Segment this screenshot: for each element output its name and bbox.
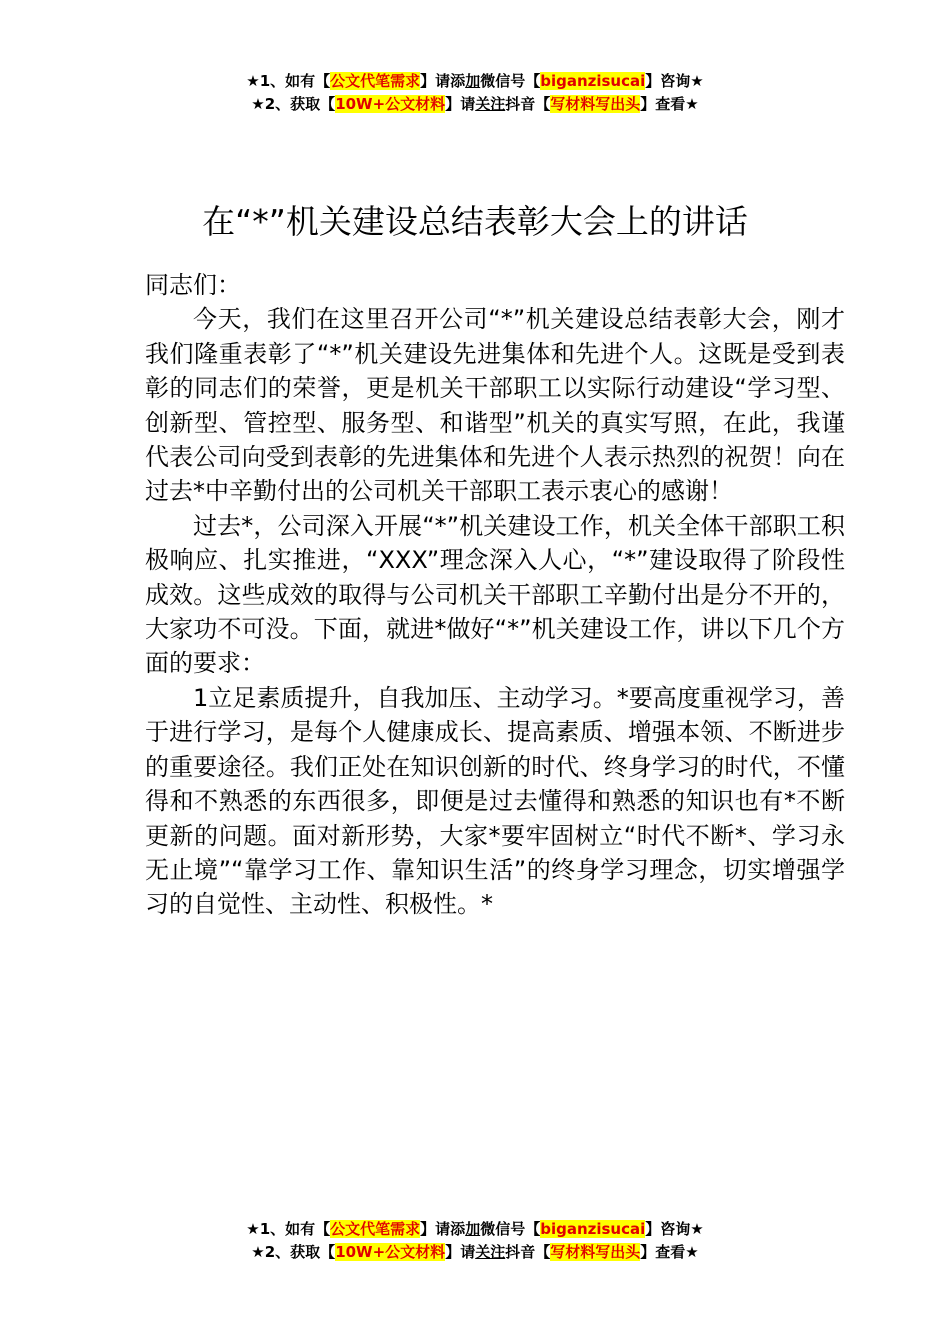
- document-title: 在“*”机关建设总结表彰大会上的讲话: [202, 202, 748, 242]
- banner-highlight: biganzisucai: [540, 1220, 646, 1238]
- banner-underline: 关注: [475, 1243, 506, 1261]
- banner-text: ★2、获取【: [251, 1243, 336, 1261]
- banner-text: ★1、如有【: [246, 1220, 331, 1238]
- banner-text: 】咨询★: [645, 1220, 704, 1238]
- banner-text: 】咨询★: [645, 72, 704, 90]
- banner-text: 】请添: [420, 72, 466, 90]
- banner-text: 】请: [445, 1243, 476, 1261]
- banner-text: 】请添: [420, 1220, 466, 1238]
- banner-line-1: [0, 1218, 950, 1241]
- document-body: [145, 268, 845, 922]
- banner-text: 抖音【: [505, 95, 551, 113]
- banner-highlight: 10W+公文材料: [335, 1243, 446, 1261]
- banner-text: ★2、获取【: [251, 95, 336, 113]
- banner-highlight: 公文代笔需求: [330, 72, 421, 90]
- banner-text: 微信号【: [480, 1220, 541, 1238]
- banner-line-2: [0, 1241, 950, 1264]
- banner-underline: 关注: [475, 95, 506, 113]
- banner-highlight: 写材料写出头: [550, 95, 641, 113]
- footer-banner: [0, 1218, 950, 1264]
- banner-highlight: 公文代笔需求: [330, 1220, 421, 1238]
- paragraph: 今天，我们在这里召开公司“*”机关建设总结表彰大会，刚才我们隆重表彰了“*”机关建设先进集体和先进个人。这既是受到表彰的同志们的荣誉，更是机关干部职工以实际行动建设“学习型、创新型、管控型、服务型、和谐型”机关的真实写照，在此，我谨代表公司向受到表彰的先进集体和先进个人表示热烈的祝贺！向在过去*中辛勤付出的公司机关干部职工表示衷心的感谢！: [145, 305, 845, 506]
- banner-text: 】请: [445, 95, 476, 113]
- banner-text: 抖音【: [505, 1243, 551, 1261]
- banner-underline: 加: [465, 1220, 481, 1238]
- banner-text: 】查看★: [640, 1243, 699, 1261]
- banner-highlight: biganzisucai: [540, 72, 646, 90]
- banner-text: 】查看★: [640, 95, 699, 113]
- banner-highlight: 写材料写出头: [550, 1243, 641, 1261]
- banner-highlight: 10W+公文材料: [335, 95, 446, 113]
- banner-text: ★1、如有【: [246, 72, 331, 90]
- salutation: 同志们：: [145, 271, 241, 299]
- paragraph: 1立足素质提升，自我加压、主动学习。*要高度重视学习，善于进行学习，是每个人健康成长、提高素质、增强本领、不断进步的重要途径。我们正处在知识创新的时代、终身学习的时代，不懂得和不熟悉的东西很多，即便是过去懂得和熟悉的知识也有*不断更新的问题。面对新形势，大家*要牢固树立“时代不断*、学习永无止境”“靠学习工作、靠知识生活”的终身学习理念，切实增强学习的自觉性、主动性、积极性。*: [145, 683, 845, 919]
- header-banner: [0, 70, 950, 116]
- banner-line-1: [0, 70, 950, 93]
- banner-underline: 加: [465, 72, 481, 90]
- paragraph: 过去*，公司深入开展“*”机关建设工作，机关全体干部职工积极响应、扎实推进，“XXX”理念深入人心，“*”建设取得了阶段性成效。这些成效的取得与公司机关干部职工辛勤付出是分不开的，大家功不可没。下面，就进*做好“*”机关建设工作，讲以下几个方面的要求：: [145, 511, 845, 678]
- banner-line-2: [0, 93, 950, 116]
- banner-text: 微信号【: [480, 72, 541, 90]
